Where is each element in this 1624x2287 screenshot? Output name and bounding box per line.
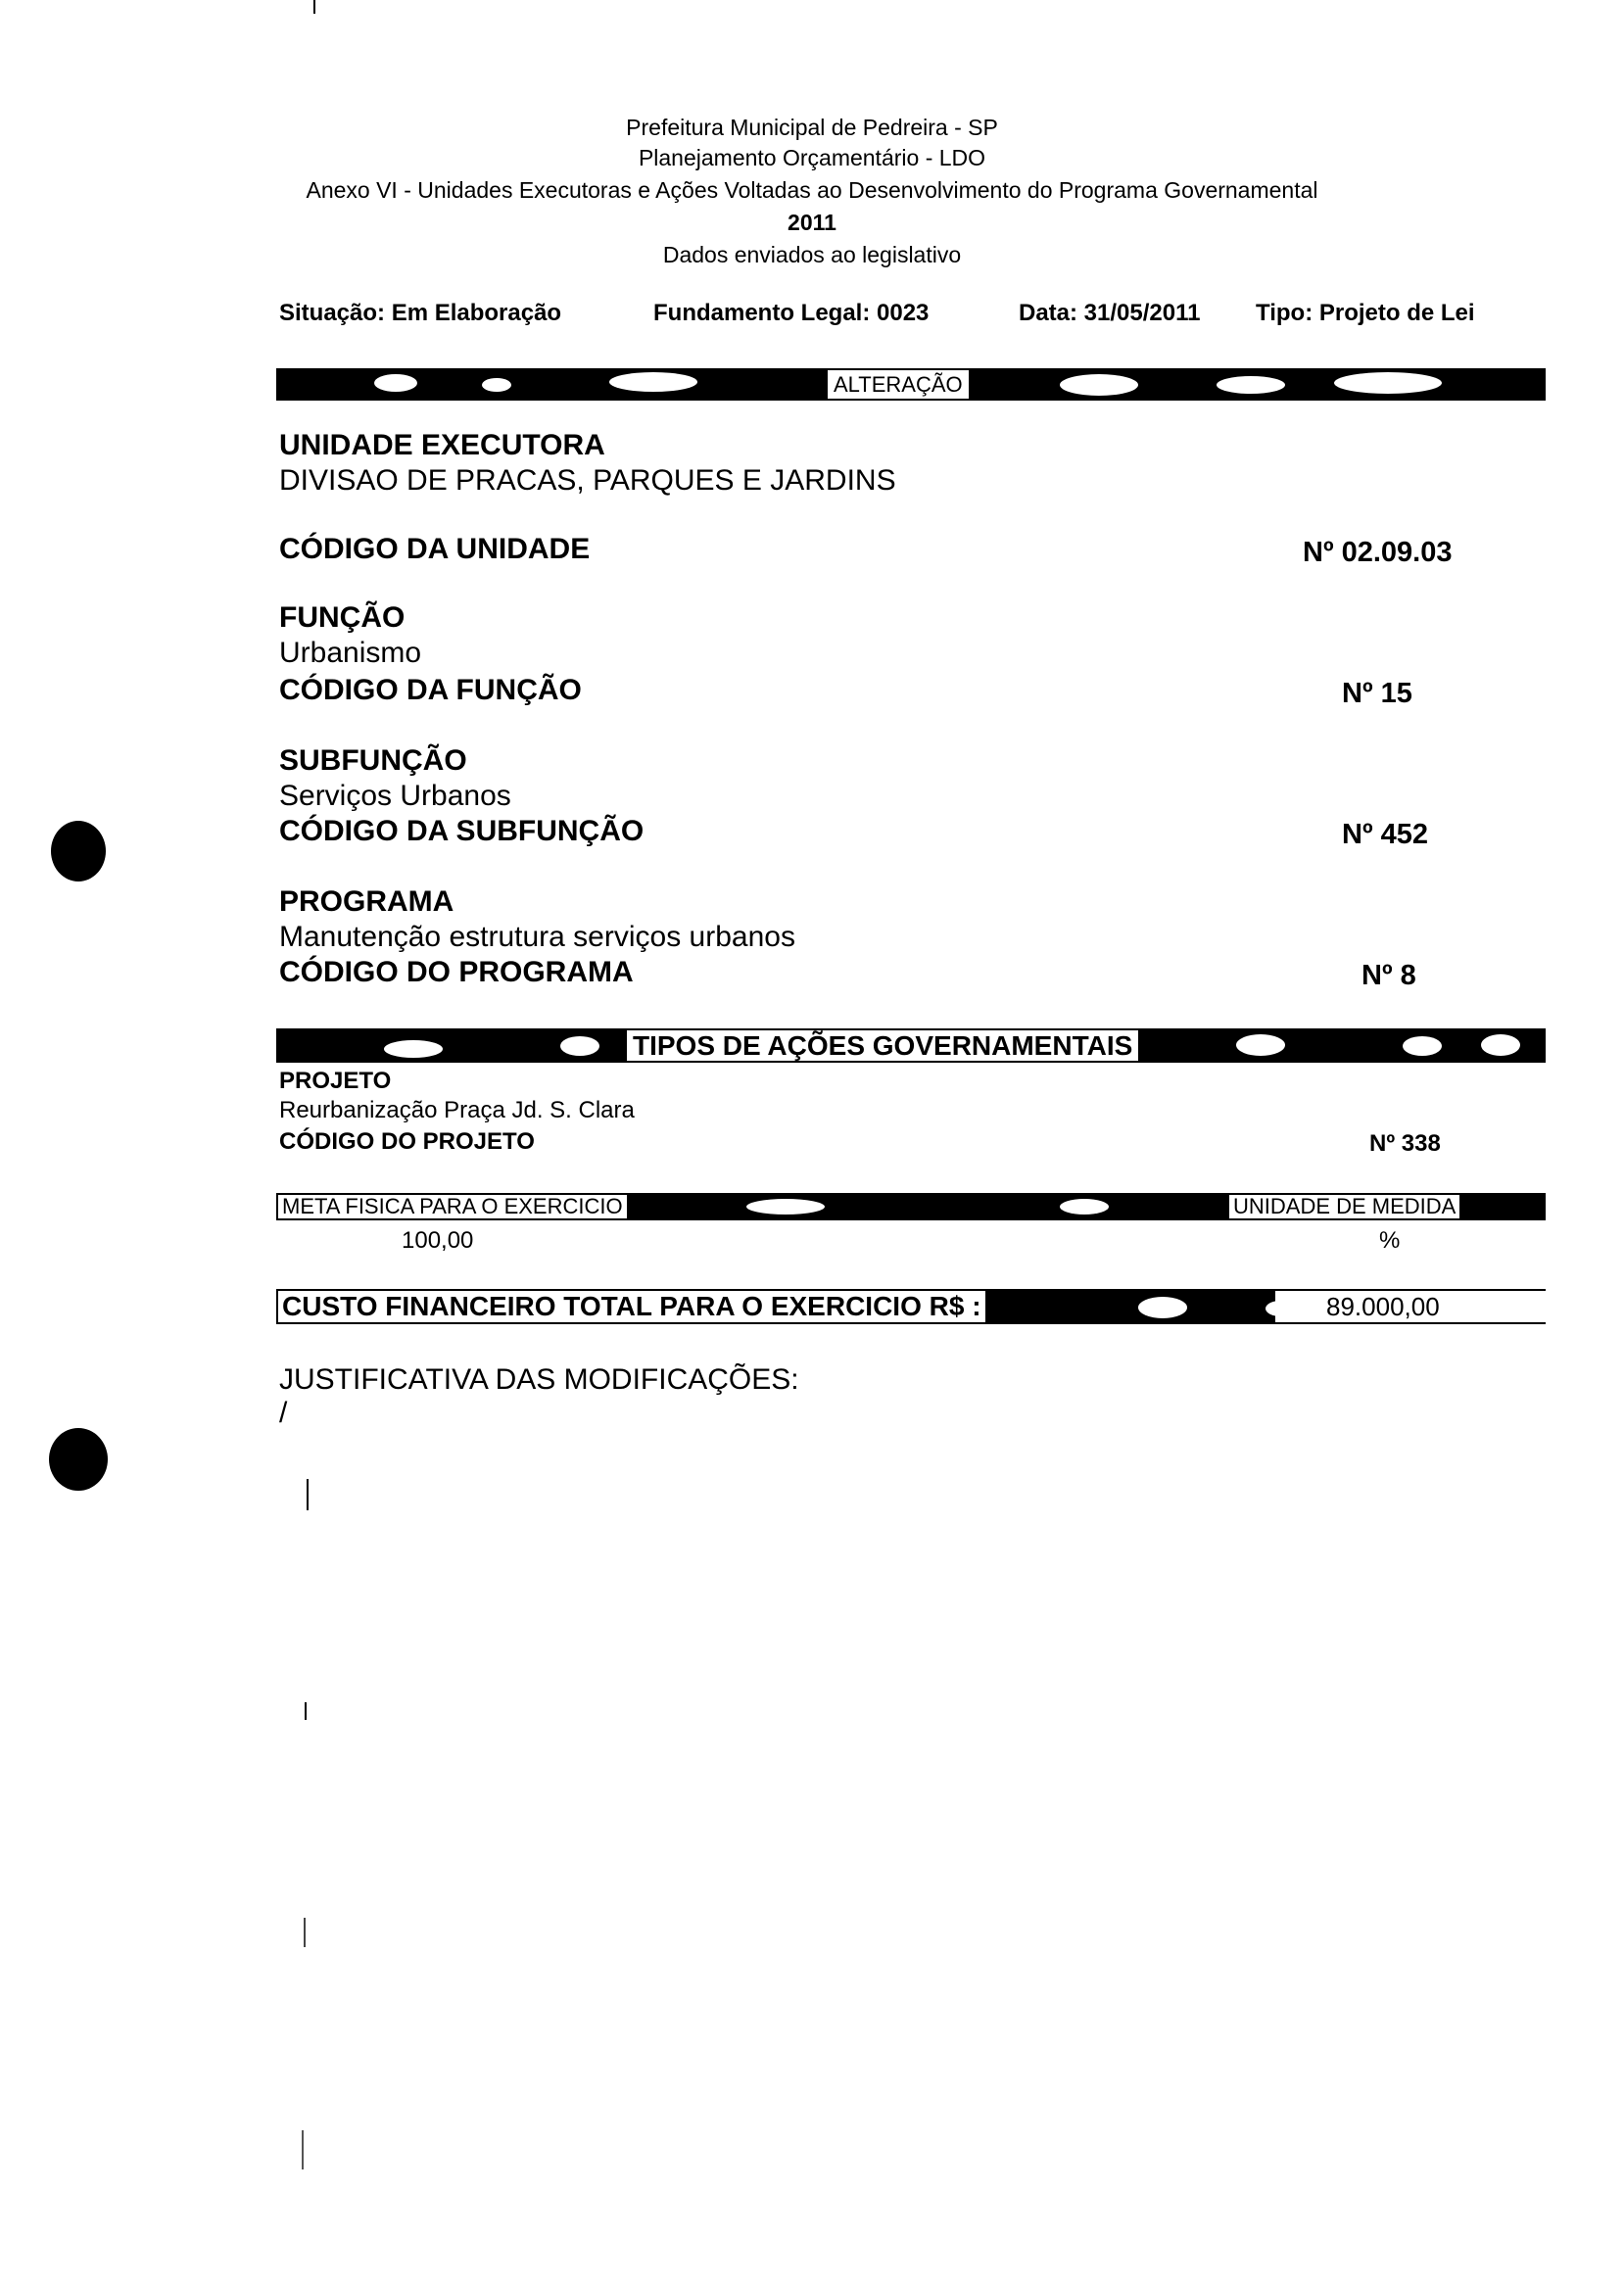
programa-title: PROGRAMA <box>279 885 454 918</box>
unidade-medida-label: UNIDADE DE MEDIDA <box>1229 1195 1459 1218</box>
funcao-title: FUNÇÃO <box>279 601 406 634</box>
projeto-value: Reurbanização Praça Jd. S. Clara <box>279 1097 635 1123</box>
codigo-projeto-value: Nº 338 <box>1369 1130 1441 1157</box>
codigo-programa-label: CÓDIGO DO PROGRAMA <box>279 956 634 988</box>
justificativa-value: / <box>279 1397 288 1429</box>
header-line-5: Dados enviados ao legislativo <box>662 242 962 267</box>
codigo-funcao-value: Nº 15 <box>1342 678 1412 709</box>
header-year: 2011 <box>788 210 836 235</box>
codigo-unidade-label: CÓDIGO DA UNIDADE <box>279 533 591 565</box>
codigo-subfuncao-value: Nº 452 <box>1342 819 1428 850</box>
scan-mark <box>307 1479 309 1510</box>
data-label: Data: 31/05/2011 <box>1019 300 1201 326</box>
punch-hole <box>49 1428 108 1491</box>
justificativa-label: JUSTIFICATIVA DAS MODIFICAÇÕES: <box>279 1363 799 1396</box>
scan-mark <box>305 1702 307 1720</box>
unidade-executora-title: UNIDADE EXECUTORA <box>279 429 605 461</box>
header-line-2: Planejamento Orçamentário - LDO <box>638 145 986 170</box>
scan-mark <box>302 2130 304 2169</box>
header-line-1: Prefeitura Municipal de Pedreira - SP <box>626 115 998 140</box>
codigo-unidade-value: Nº 02.09.03 <box>1303 537 1453 568</box>
tipo-label: Tipo: Projeto de Lei <box>1256 300 1475 326</box>
unidade-executora-value: DIVISAO DE PRACAS, PARQUES E JARDINS <box>279 464 896 497</box>
custo-label: CUSTO FINANCEIRO TOTAL PARA O EXERCICIO R$ : <box>278 1291 985 1322</box>
codigo-programa-value: Nº 8 <box>1361 960 1416 991</box>
programa-value: Manutenção estrutura serviços urbanos <box>279 921 795 953</box>
custo-value: 89.000,00 <box>1326 1292 1440 1321</box>
alteracao-label: ALTERAÇÃO <box>828 370 969 399</box>
tipos-acoes-label: TIPOS DE AÇÕES GOVERNAMENTAIS <box>627 1030 1138 1061</box>
funcao-value: Urbanismo <box>279 637 422 669</box>
codigo-funcao-label: CÓDIGO DA FUNÇÃO <box>279 674 582 706</box>
meta-fisica-label: META FISICA PARA O EXERCICIO <box>278 1195 627 1218</box>
scan-mark <box>304 1918 306 1947</box>
codigo-subfuncao-label: CÓDIGO DA SUBFUNÇÃO <box>279 815 645 847</box>
header-line-3: Anexo VI - Unidades Executoras e Ações Voltadas ao Desenvolvimento do Programa Governamental <box>306 177 1318 203</box>
situacao-label: Situação: Em Elaboração <box>279 300 562 326</box>
subfuncao-value: Serviços Urbanos <box>279 780 511 812</box>
punch-hole <box>51 821 106 881</box>
fundamento-legal-label: Fundamento Legal: 0023 <box>653 300 930 326</box>
codigo-projeto-label: CÓDIGO DO PROJETO <box>279 1128 535 1155</box>
scan-mark <box>313 0 315 14</box>
subfuncao-title: SUBFUNÇÃO <box>279 744 467 777</box>
meta-fisica-value: 100,00 <box>402 1227 474 1254</box>
unidade-medida-value: % <box>1379 1227 1401 1254</box>
projeto-title: PROJETO <box>279 1068 392 1094</box>
